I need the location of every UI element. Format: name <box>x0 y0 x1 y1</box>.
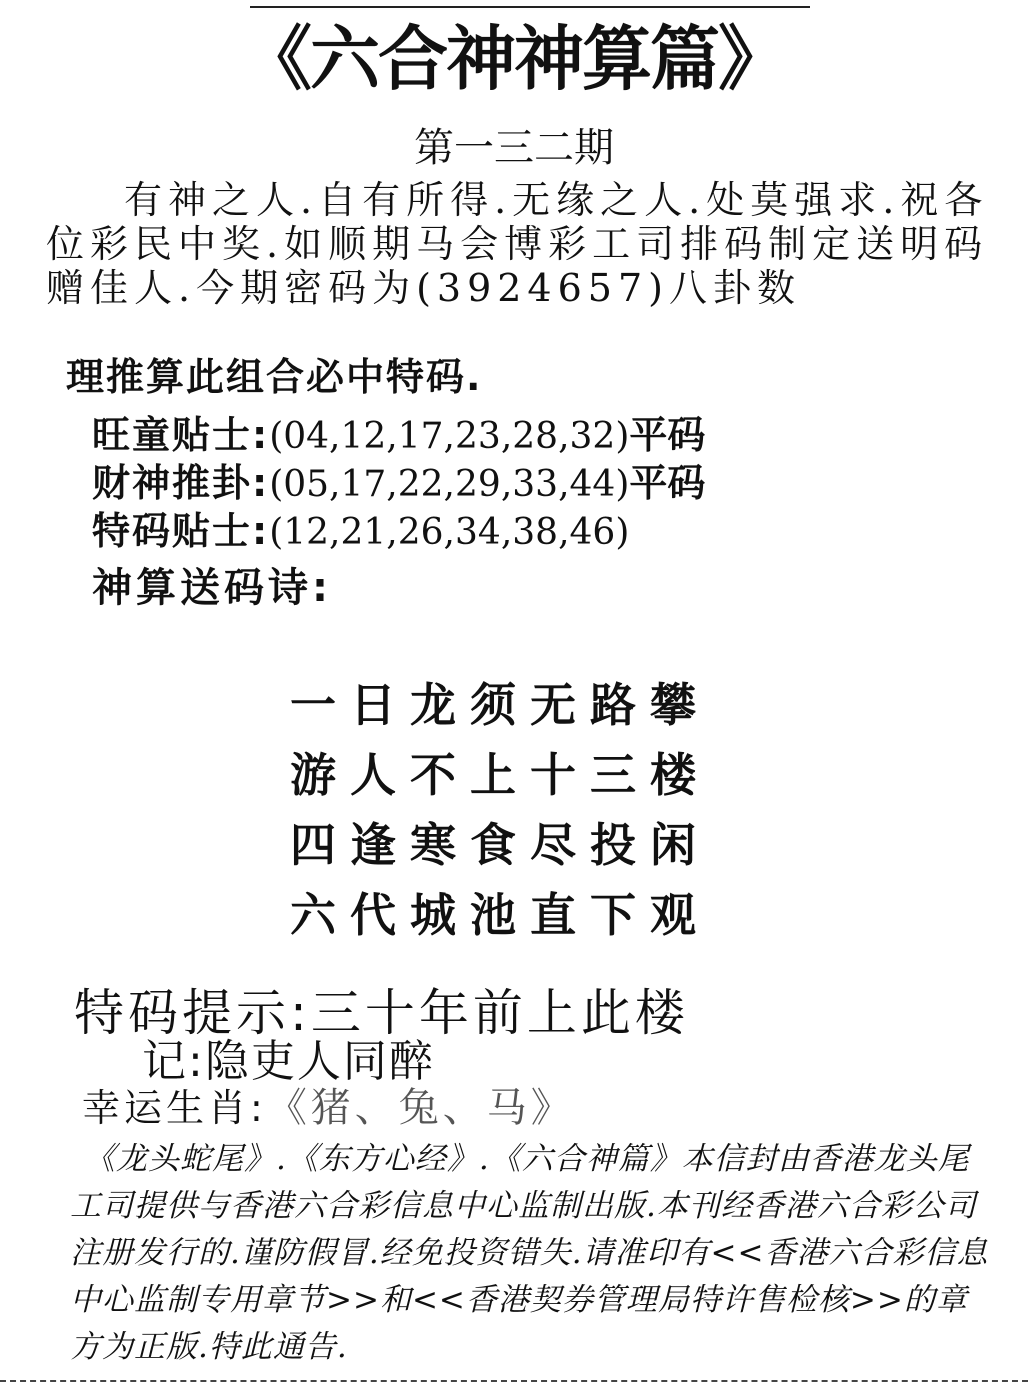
tip-label: 特码贴士: <box>92 509 270 553</box>
poem-line-4: 六代城池直下观 <box>290 888 710 942</box>
tip-row-tema <box>92 509 630 553</box>
top-rule <box>250 6 810 8</box>
special-hint-continued: 记:隐吏人同醉 <box>142 1036 435 1087</box>
tip-suffix: 平码 <box>629 413 706 457</box>
poem-line-1: 一日龙须无路攀 <box>290 678 710 732</box>
lucky-zodiac <box>82 1085 575 1131</box>
special-hint: 特码提示:三十年前上此楼 <box>74 984 689 1042</box>
tip-row-caishen <box>92 461 706 505</box>
issue-number: 第一三二期 <box>414 125 614 171</box>
tip-row-wangtong <box>92 413 706 457</box>
page-title: 《六合神神算篇》 <box>242 18 786 100</box>
tip-numbers: (05,17,22,29,33,44) <box>269 464 630 505</box>
bottom-rule <box>0 1380 1028 1382</box>
publisher-notice: 《龙头蛇尾》.《东方心经》.《六合神篇》本信封由香港龙头尾工司提供与香港六合彩信息中心监制出版.本刊经香港六合彩公司注册发行的.谨防假冒.经免投资错失.请准印有<<香港六合彩信息中心监制专用章节>>和<<香港契券管理局特许售检核>>的章方为正版.特此通告. <box>70 1141 989 1365</box>
lucky-zodiac-label: 幸运生肖: <box>82 1086 267 1130</box>
poem-line-3: 四逢寒食尽投闲 <box>290 818 710 872</box>
poem-line-2: 游人不上十三楼 <box>290 748 710 802</box>
tip-label: 财神推卦: <box>92 461 270 505</box>
intro-paragraph: 有神之人.自有所得.无缘之人.处莫强求.祝各位彩民中奖.如顺期马会博彩工司排码制定送明码赠佳人.今期密码为(3924657)八卦数 <box>46 178 989 310</box>
tip-label: 旺童贴士: <box>92 413 270 457</box>
tip-numbers: (12,21,26,34,38,46) <box>269 512 630 553</box>
poem-heading: 神算送码诗: <box>92 565 332 611</box>
tip-suffix: 平码 <box>629 461 706 505</box>
lucky-zodiac-value: 《猪、兔、马》 <box>266 1085 575 1131</box>
tip-numbers: (04,12,17,23,28,32) <box>269 416 630 457</box>
lead-sentence: 理推算此组合必中特码. <box>66 355 483 399</box>
